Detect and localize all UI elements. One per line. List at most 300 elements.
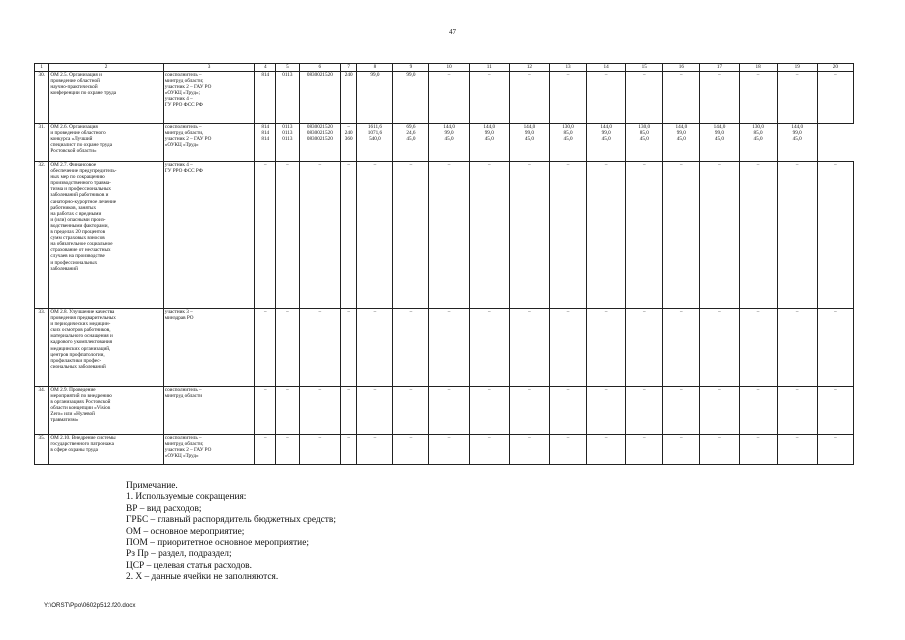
amount-cell: [509, 309, 549, 387]
amount-cell-line: –: [373, 309, 377, 315]
amount-cell: [393, 124, 429, 162]
vr-code: [340, 124, 356, 162]
measure-name-line: кадрового укомплектования: [50, 339, 113, 346]
amount-cell-line: –: [795, 162, 799, 168]
amount-cell-line: –: [447, 72, 451, 78]
executor-line: соисполнитель –: [164, 387, 202, 393]
measure-name-line: и (или) опасными произ-: [50, 216, 106, 223]
amount-cell: [587, 435, 626, 465]
amount-cell: [509, 162, 549, 309]
amount-cell-line: 144,0: [713, 124, 726, 130]
measure-name-line: обеспечение предупредитель-: [50, 168, 117, 175]
rzpr-code-line: –: [286, 435, 289, 441]
amount-cell-line: 99,0: [714, 130, 724, 137]
rzpr-code: [276, 309, 300, 387]
amount-cell-line: –: [487, 72, 491, 78]
measure-name-line: заболеваний: [50, 265, 78, 272]
amount-cell-line: –: [487, 162, 491, 168]
amount-cell: [777, 72, 817, 124]
amount-cell: [587, 124, 626, 162]
amount-cell: [550, 309, 587, 387]
abbrev-om: ОМ – основное мероприятие;: [126, 526, 245, 537]
grbs-code-line: 814: [261, 72, 270, 78]
amount-cell: [429, 435, 469, 465]
amount-cell-line: –: [680, 309, 683, 315]
amount-cell-line: –: [566, 309, 570, 315]
amount-cell: [817, 162, 853, 309]
amount-cell-line: –: [447, 387, 451, 393]
amount-cell: [429, 387, 469, 435]
amount-cell-line: –: [756, 435, 760, 441]
amount-cell-line: 45,0: [524, 136, 534, 143]
amount-cell: [817, 309, 853, 387]
column-number-header: 9: [393, 64, 429, 72]
executor: [163, 435, 255, 465]
amount-cell: [469, 124, 509, 162]
executor-line: минздрав РО: [164, 315, 194, 322]
vr-code-line: –: [347, 309, 350, 315]
measure-name-line: санаторно-курортное лечение: [50, 198, 117, 205]
amount-cell-line: –: [795, 72, 799, 78]
amount-cell-line: 144,0: [443, 124, 455, 130]
executor: [163, 72, 255, 124]
rzpr-code: [276, 387, 300, 435]
csr-code: [299, 309, 340, 387]
measure-name-line: в организациях Ростовской: [50, 399, 111, 406]
amount-cell-line: 1071,6: [367, 130, 383, 137]
measure-name-line: научно-практической: [50, 84, 98, 91]
rzpr-code-line: –: [286, 162, 289, 168]
amount-cell-line: –: [566, 162, 570, 168]
executor: [163, 309, 255, 387]
amount-cell: [469, 162, 509, 309]
amount-cell-line: 144,0: [791, 124, 804, 130]
amount-cell-line: –: [834, 72, 837, 78]
amount-cell-line: –: [718, 72, 721, 78]
measure-name-line: производственного травма-: [50, 180, 111, 187]
measure-name-line: ОМ 2.10. Внедрение системы: [50, 435, 116, 441]
csr-code-line: 0830021520: [306, 124, 333, 130]
grbs-code: [255, 387, 276, 435]
amount-cell: [777, 435, 817, 465]
amount-cell-line: –: [528, 309, 531, 315]
amount-cell-line: 99,0: [484, 130, 494, 137]
amount-cell-line: –: [373, 435, 377, 441]
amount-cell-line: –: [756, 162, 760, 168]
grbs-code-line: –: [263, 309, 267, 315]
measure-name-line: специалист по охране труда: [50, 142, 112, 149]
csr-code-line: –: [318, 387, 322, 393]
rzpr-code-line: –: [286, 387, 289, 393]
amount-cell: [663, 435, 700, 465]
footer-file-path: Y:\ORST\Ppo\0602p512.f20.docx: [44, 602, 136, 609]
amount-cell-line: –: [604, 72, 608, 78]
executor-line: участник 2 – ГАУ РО: [164, 447, 212, 454]
measure-name-line: работников, занятых: [50, 204, 97, 211]
column-number-header: 14: [587, 64, 626, 72]
amount-cell-line: –: [642, 387, 646, 393]
amount-cell-line: –: [642, 72, 646, 78]
amount-cell-line: –: [718, 435, 721, 441]
column-number-header: 18: [739, 64, 777, 72]
amount-cell: [550, 435, 587, 465]
program-table: [34, 63, 854, 465]
amount-cell: [663, 309, 700, 387]
executor-line: ГУ РРО ФСС РФ: [164, 168, 203, 175]
amount-cell: [509, 72, 549, 124]
amount-cell: [777, 387, 817, 435]
amount-cell: [393, 309, 429, 387]
amount-cell-line: 144,0: [600, 124, 612, 130]
executor: [163, 162, 255, 309]
csr-code-line: 0830021520: [306, 136, 333, 143]
amount-cell: [357, 124, 393, 162]
rzpr-code-line: 0113: [282, 136, 293, 143]
measure-name-line: и профессиональных: [50, 259, 98, 266]
amount-cell-line: –: [373, 387, 377, 393]
amount-cell: [429, 124, 469, 162]
grbs-code: [255, 435, 276, 465]
amount-cell-line: 144,0: [675, 124, 688, 130]
measure-name-line: медицинских организаций,: [50, 345, 111, 352]
measure-name-line: и проведение областного: [50, 130, 106, 137]
amount-cell: [550, 162, 587, 309]
amount-cell: [626, 72, 663, 124]
abbrev-vr: ВР – вид расходов;: [126, 503, 202, 514]
amount-cell-line: 45,0: [601, 136, 611, 143]
executor-line: «ОУКЦ «Труд»: [164, 453, 199, 460]
grbs-code-line: –: [263, 162, 267, 168]
amount-cell-line: –: [680, 435, 683, 441]
amount-cell-line: –: [642, 309, 646, 315]
measure-name: [49, 124, 163, 162]
amount-cell-line: –: [834, 435, 837, 441]
amount-cell-line: –: [528, 162, 531, 168]
executor-line: минтруд области;: [164, 441, 204, 448]
amount-cell-line: –: [447, 435, 451, 441]
row-number: 32.: [35, 162, 49, 309]
amount-cell: [739, 387, 777, 435]
amount-cell: [469, 387, 509, 435]
executor-line: минтруд области,: [164, 130, 204, 137]
vr-code: [340, 162, 356, 309]
measure-name-line: материального оснащения и: [50, 333, 113, 340]
measure-name-line: профилактики профес-: [50, 357, 102, 364]
amount-cell-line: –: [566, 72, 570, 78]
amount-cell-line: –: [566, 435, 570, 441]
grbs-code-line: 814: [261, 130, 270, 137]
amount-cell-line: –: [642, 162, 646, 168]
amount-cell-line: 540,0: [369, 136, 381, 143]
column-number-header: 8: [357, 64, 393, 72]
column-number-header: 12: [509, 64, 549, 72]
amount-cell: [700, 162, 739, 309]
row-number: 30.: [35, 72, 49, 124]
column-number-header: 13: [550, 64, 587, 72]
amount-cell: [739, 435, 777, 465]
amount-cell-line: 99,0: [444, 130, 454, 137]
measure-name-line: в пределах 20 процентов: [50, 229, 106, 236]
amount-cell-line: –: [834, 309, 837, 315]
column-number-header: 4: [255, 64, 276, 72]
measure-name: [49, 162, 163, 309]
amount-cell-line: 69,6: [406, 124, 416, 130]
measure-name: [49, 435, 163, 465]
table-row: [35, 387, 854, 435]
amount-cell-line: 45,0: [753, 136, 763, 143]
measure-name-line: в сфере охраны труда: [50, 447, 98, 454]
amount-cell-line: 99,0: [370, 72, 380, 78]
grbs-code: [255, 162, 276, 309]
column-number-header: 2: [49, 64, 163, 72]
table-row: [35, 124, 854, 162]
executor-line: минтруд области;: [164, 78, 204, 85]
column-number-header: 19: [777, 64, 817, 72]
executor-line: участник 4 –: [164, 96, 193, 103]
amount-cell: [739, 72, 777, 124]
grbs-code-line: 814: [261, 124, 270, 130]
column-number-header: 16: [663, 64, 700, 72]
abbrev-csr: ЦСР – целевая статья расходов.: [126, 560, 252, 571]
measure-name-line: ОМ 2.6. Организация: [50, 124, 98, 130]
amount-cell: [739, 124, 777, 162]
table-row: [35, 162, 854, 309]
amount-cell: [429, 309, 469, 387]
grbs-code-line: –: [263, 387, 267, 393]
amount-cell: [626, 162, 663, 309]
amount-cell: [587, 72, 626, 124]
amount-cell-line: –: [566, 387, 570, 393]
executor-line: минтруд области: [164, 393, 202, 400]
rzpr-code-line: 0113: [282, 72, 293, 78]
measure-name: [49, 72, 163, 124]
measure-name-line: ных мер по сокращению: [50, 174, 105, 181]
vr-code-line: 240: [344, 72, 353, 78]
amount-cell: [469, 309, 509, 387]
amount-cell-line: –: [604, 309, 608, 315]
notes-item-2: 2. Х – данные ячейки не заполняются.: [126, 572, 279, 583]
amount-cell: [550, 387, 587, 435]
grbs-code: [255, 124, 276, 162]
measure-name-line: конкурса «Лучший: [50, 136, 93, 143]
measure-name-line: сиональных заболеваний: [50, 363, 106, 370]
csr-code-line: 0830021520: [306, 72, 333, 78]
abbrev-rzpr: Рз Пр – раздел, подраздел;: [126, 549, 232, 560]
amount-cell-line: –: [528, 387, 531, 393]
amount-cell: [429, 162, 469, 309]
executor: [163, 124, 255, 162]
amount-cell-line: 45,0: [444, 136, 454, 143]
amount-cell: [700, 435, 739, 465]
executor-line: участник 4 –: [164, 162, 193, 168]
amount-cell-line: 99,0: [792, 130, 802, 137]
csr-code: [299, 162, 340, 309]
measure-name-line: заболеваний работников и: [50, 192, 109, 199]
amount-cell-line: –: [795, 435, 799, 441]
amount-cell: [626, 309, 663, 387]
executor-line: соисполнитель –: [164, 72, 202, 78]
amount-cell: [817, 435, 853, 465]
abbrev-grbs: ГРБС – главный распорядитель бюджетных средств;: [126, 515, 336, 526]
abbrev-pom: ПОМ – приоритетное основное мероприятие;: [126, 538, 309, 549]
amount-cell-line: 144,0: [483, 124, 496, 130]
vr-code: [340, 435, 356, 465]
vr-code: [340, 72, 356, 124]
amount-cell: [550, 72, 587, 124]
csr-code-line: 0830021520: [306, 130, 333, 137]
measure-name-line: и периодических медицин-: [50, 321, 111, 328]
amount-cell-line: –: [604, 162, 608, 168]
amount-cell-line: –: [604, 387, 608, 393]
amount-cell-line: –: [756, 309, 760, 315]
amount-cell-line: –: [409, 387, 413, 393]
measure-name-line: проведения предварительных: [50, 315, 116, 322]
amount-cell: [700, 309, 739, 387]
amount-cell: [357, 72, 393, 124]
amount-cell: [393, 72, 429, 124]
rzpr-code: [276, 124, 300, 162]
amount-cell-line: –: [604, 435, 608, 441]
amount-cell-line: –: [718, 309, 721, 315]
executor-line: соисполнитель –: [164, 435, 202, 441]
column-number-header: 17: [700, 64, 739, 72]
amount-cell: [550, 124, 587, 162]
amount-cell-line: –: [487, 309, 491, 315]
rzpr-code-line: 0113: [282, 130, 293, 137]
amount-cell-line: 144,0: [523, 124, 536, 130]
amount-cell: [587, 387, 626, 435]
csr-code: [299, 387, 340, 435]
amount-cell-line: 85,0: [753, 130, 763, 137]
measure-name-line: ОМ 2.7. Финансовое: [50, 162, 97, 168]
amount-cell: [393, 435, 429, 465]
measure-name: [49, 387, 163, 435]
csr-code: [299, 124, 340, 162]
executor: [163, 387, 255, 435]
amount-cell-line: 45,0: [484, 136, 494, 143]
amount-cell-line: 45,0: [792, 136, 802, 143]
amount-cell: [817, 387, 853, 435]
column-number-header: 20: [817, 64, 853, 72]
vr-code-line: –: [347, 387, 350, 393]
notes: [126, 481, 336, 584]
amount-cell: [700, 387, 739, 435]
amount-cell-line: 45,0: [406, 136, 416, 143]
amount-cell: [357, 309, 393, 387]
amount-cell-line: 45,0: [714, 136, 724, 143]
amount-cell: [587, 309, 626, 387]
column-number-header: 5: [276, 64, 300, 72]
measure-name-line: ОМ 2.9. Проведение: [50, 387, 96, 393]
rzpr-code: [276, 72, 300, 124]
measure-name-line: травматизм»: [50, 417, 79, 424]
amount-cell-line: 24,6: [406, 130, 416, 137]
vr-code-line: 360: [344, 136, 353, 143]
table-row: [35, 435, 854, 465]
amount-cell-line: 45,0: [676, 136, 686, 143]
measure-name-line: Ростовской области»: [50, 148, 97, 155]
measure-name-line: водственными факторами,: [50, 222, 109, 229]
executor-line: участник 2 – ГАУ РО: [164, 84, 212, 91]
measure-name-line: государственного патронажа: [50, 441, 114, 448]
amount-cell-line: –: [795, 309, 799, 315]
column-number-header: 11: [469, 64, 509, 72]
amount-cell-line: 130,0: [562, 124, 574, 130]
amount-cell-line: –: [487, 387, 491, 393]
table-row: [35, 72, 854, 124]
amount-cell: [626, 387, 663, 435]
amount-cell: [663, 124, 700, 162]
vr-code-line: –: [347, 162, 350, 168]
amount-cell-line: 85,0: [563, 130, 573, 137]
amount-cell: [777, 162, 817, 309]
amount-cell: [663, 72, 700, 124]
amount-cell-line: 1611,6: [367, 124, 382, 130]
amount-cell-line: –: [834, 387, 837, 393]
amount-cell-line: –: [680, 72, 683, 78]
amount-cell: [817, 72, 853, 124]
column-number-header: 15: [626, 64, 663, 72]
amount-cell-line: –: [528, 72, 531, 78]
amount-cell-line: 130,0: [752, 124, 764, 130]
amount-cell-line: –: [528, 435, 531, 441]
amount-cell: [777, 309, 817, 387]
grbs-code-line: –: [263, 435, 267, 441]
executor-line: соисполнитель –: [164, 124, 202, 130]
csr-code: [299, 435, 340, 465]
amount-cell: [663, 162, 700, 309]
row-number: 35.: [35, 435, 49, 465]
vr-code-line: –: [347, 435, 350, 441]
amount-cell: [393, 162, 429, 309]
executor-line: «ОУКЦ «Труд»: [164, 142, 199, 149]
row-number: 34.: [35, 387, 49, 435]
amount-cell: [700, 124, 739, 162]
amount-cell-line: –: [680, 387, 683, 393]
amount-cell-line: 99,0: [601, 130, 611, 137]
rzpr-code: [276, 435, 300, 465]
grbs-code: [255, 309, 276, 387]
measure-name-line: мероприятий по внедрению: [50, 393, 112, 400]
vr-code-line: –: [347, 124, 350, 130]
amount-cell: [393, 387, 429, 435]
amount-cell-line: –: [680, 162, 683, 168]
executor-line: ГУ РРО ФСС РФ: [164, 102, 203, 109]
amount-cell: [739, 162, 777, 309]
amount-cell-line: –: [409, 309, 413, 315]
vr-code-line: 240: [344, 130, 353, 137]
amount-cell-line: –: [718, 162, 721, 168]
rzpr-code-line: 0113: [282, 124, 293, 130]
amount-cell-line: –: [834, 162, 837, 168]
rzpr-code: [276, 162, 300, 309]
measure-name-line: центров профпатологии,: [50, 351, 105, 358]
csr-code-line: –: [318, 435, 322, 441]
measure-name: [49, 309, 163, 387]
measure-name-line: тизма и профессиональных: [50, 186, 112, 193]
column-number-header: 10: [429, 64, 469, 72]
column-number-header: 3: [163, 64, 255, 72]
table-row: [35, 309, 854, 387]
amount-cell: [357, 435, 393, 465]
amount-cell: [469, 435, 509, 465]
amount-cell-line: 99,0: [524, 130, 534, 137]
measure-name-line: проведение областной: [50, 78, 100, 85]
executor-line: участник 2 – ГАУ РО: [164, 136, 212, 143]
amount-cell: [429, 72, 469, 124]
amount-cell-line: 130,0: [638, 124, 651, 130]
column-number-header: 6: [299, 64, 340, 72]
